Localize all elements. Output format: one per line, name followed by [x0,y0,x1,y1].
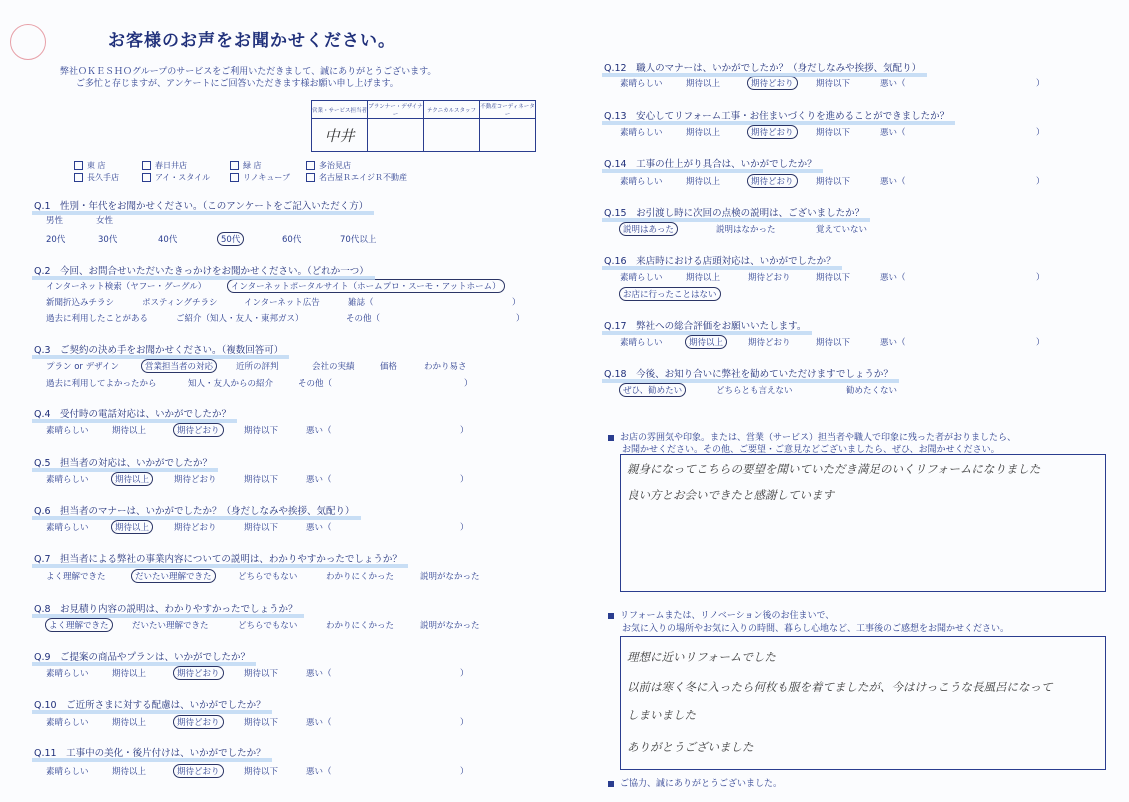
answer-option-selected[interactable]: お店に行ったことはない [620,288,720,300]
answer-option[interactable]: 素晴らしい [620,79,663,89]
answer-option[interactable]: 期待以下 [816,177,851,187]
question-label: Q.12 職人のマナーは、いかがでしたか？（身だしなみや挨拶、気配り） [604,63,922,74]
page-title: お客様のお声をお聞かせください。 [108,31,396,51]
store-option[interactable] [230,172,290,183]
answer-option: ） [1036,79,1045,89]
checkbox-icon[interactable] [230,173,239,182]
question-text [34,551,402,565]
answer-option[interactable]: 会社の実績 [312,362,355,372]
free1-label-2: お聞かせください。その他、ご要望・ご意見などございましたら、ぜひ、お聞かせください。 [622,445,1000,455]
answer-option[interactable]: 期待以上 [112,767,147,777]
question-text [34,263,369,277]
comment1-line-1: 親身になってこちらの要望を聞いていただき満足のいくリフォームになりました [627,462,1041,476]
answer-option[interactable]: 期待以下 [244,426,279,436]
question-text [34,601,298,615]
answer-option[interactable]: 女性 [96,216,114,226]
answer-option[interactable]: 期待以上 [112,718,147,728]
store-option[interactable] [74,172,119,183]
answer-option[interactable]: 悪い（ [880,177,906,187]
question-label: Q.17 弊社への総合評価をお願いいたします。 [604,321,807,332]
answer-option[interactable]: 素晴らしい [46,426,89,436]
checkbox-icon[interactable] [230,161,239,170]
answer-option[interactable]: 男性 [46,216,64,226]
answer-option[interactable]: 雑誌（ [348,298,374,308]
answer-option[interactable]: 30代 [98,235,118,245]
answer-option-selected[interactable]: よく理解できた [46,619,112,631]
footer-thanks [608,776,782,789]
answer-option[interactable]: 40代 [158,235,178,245]
question-text [604,108,949,122]
answer-option[interactable]: 期待以上 [686,79,721,89]
free2-label-2: お気に入りの場所やお気に入りの時間、暮らし心地など、工事後のご感想をお聞かせください。 [622,624,1010,634]
comment-box-1[interactable] [620,454,1106,592]
staff-header: プランナー・デザイナー [368,101,424,119]
store-option[interactable] [142,172,210,183]
answer-option[interactable]: 期待以下 [244,669,279,679]
answer-option[interactable]: プラン or デザイン [46,362,120,372]
stamp-seal [10,24,46,60]
question-text [34,342,283,356]
answer-option[interactable]: 期待以上 [686,273,721,283]
comment1-line-2: 良い方とお会いできたと感謝しています [627,488,834,502]
answer-option-selected[interactable]: 期待どおり [174,765,223,777]
answer-option[interactable]: 説明がなかった [420,621,480,631]
answer-option-selected[interactable]: 期待どおり [748,126,797,138]
store-label: 名古屋ＲエイジＲ不動産 [319,173,407,182]
checkbox-icon[interactable] [142,161,151,170]
answer-option[interactable]: 悪い（ [880,338,906,348]
answer-option-selected[interactable]: 期待どおり [174,716,223,728]
answer-option[interactable]: 期待以下 [816,128,851,138]
answer-option[interactable]: 説明がなかった [420,572,480,582]
answer-option[interactable]: 期待以下 [244,475,279,485]
answer-option[interactable]: だいたい理解できた [132,621,209,631]
question-label: Q.5 担当者の対応は、いかがでしたか？ [34,458,213,469]
answer-option[interactable]: どちらとも言えない [716,386,793,396]
answer-option[interactable]: 新聞折込みチラシ [46,298,115,308]
answer-option: ） [1036,128,1045,138]
question-text [604,318,806,332]
store-option[interactable] [230,160,262,171]
question-label: Q.6 担当者のマナーは、いかがでしたか？（身だしなみや挨拶、気配り） [34,506,355,517]
answer-option[interactable]: 素晴らしい [46,718,89,728]
question-label: Q.7 担当者による弊社の事業内容についての説明は、わかりやすかったでしょうか？ [34,554,402,565]
answer-option[interactable]: 20代 [46,235,66,245]
checkbox-icon[interactable] [74,173,83,182]
answer-option[interactable]: 期待どおり [748,273,791,283]
question-label: Q.11 工事中の美化・後片付けは、いかがでしたか？ [34,748,266,759]
answer-option[interactable]: 悪い（ [306,718,332,728]
answer-option[interactable]: 60代 [282,235,302,245]
answer-option[interactable]: どちらでもない [238,572,298,582]
answer-option[interactable]: 期待以下 [816,273,851,283]
question-label: Q.4 受付時の電話対応は、いかがでしたか？ [34,409,232,420]
answer-option: ） [460,767,469,777]
question-label: Q.2 今回、お問合せいただいたきっかけをお聞かせください。（どれか一つ） [34,266,369,277]
bullet-square-icon [608,781,614,787]
question-label: Q.15 お引渡し時に次回の点検の説明は、ございましたか？ [604,208,865,219]
answer-option[interactable]: 期待以下 [244,718,279,728]
checkbox-icon[interactable] [142,173,151,182]
store-label: 多治見店 [319,161,351,170]
answer-option[interactable]: 期待以下 [816,79,851,89]
answer-option-selected[interactable]: 期待以上 [686,336,726,348]
answer-option-selected[interactable]: 期待どおり [174,667,223,679]
question-label: Q.3 ご契約の決め手をお聞かせください。（複数回答可） [34,345,284,356]
question-text [34,745,266,759]
store-label: 春日井店 [155,161,187,170]
question-label: Q.16 来店時における店頭対応は、いかがでしたか？ [604,256,836,267]
question-text [34,503,355,517]
answer-option: ） [460,523,469,533]
answer-option[interactable]: ポスティングチラシ [142,298,218,308]
answer-option[interactable]: 期待以上 [686,128,721,138]
intro-line-2: ご多忙と存じますが、アンケートにご回答いただきます様お願い申し上げます。 [76,79,399,89]
answer-option[interactable]: ご紹介（知人・友人・東邦ガス） [176,314,304,324]
question-text [34,697,266,711]
answer-option[interactable]: 近所の評判 [236,362,279,372]
answer-option[interactable]: 期待以上 [112,669,147,679]
checkbox-icon[interactable] [74,161,83,170]
answer-option[interactable]: 期待以下 [244,767,279,777]
answer-option: ） [512,298,521,308]
answer-option[interactable]: 悪い（ [880,273,906,283]
checkbox-icon[interactable] [306,173,315,182]
answer-option[interactable]: 知人・友人からの紹介 [188,379,274,389]
answer-option[interactable]: 説明はなかった [716,225,776,235]
answer-option: ） [516,314,525,324]
answer-option[interactable]: 勧めたくない [846,386,898,396]
answer-option[interactable]: 期待どおり [174,475,217,485]
answer-option[interactable]: 期待以下 [816,338,851,348]
store-label: リノキューブ [243,173,290,182]
answer-option: ） [1036,338,1045,348]
answer-option[interactable]: わかりにくかった [326,572,395,582]
answer-option-selected[interactable]: インターネットポータルサイト（ホームプロ・スーモ・アットホーム） [228,280,504,292]
answer-option: ） [464,379,473,389]
question-text [604,60,921,74]
answer-option-selected[interactable]: だいたい理解できた [132,570,215,582]
answer-option[interactable]: 過去に利用してよかったから [46,379,157,389]
answer-option[interactable]: 素晴らしい [620,273,663,283]
answer-option: ） [1036,273,1045,283]
store-label: アイ・スタイル [155,173,211,182]
question-text [604,205,864,219]
question-label: Q.18 今後、お知り合いに弊社を勧めていただけますでしょうか？ [604,369,893,380]
store-option[interactable] [306,172,407,183]
answer-option[interactable]: 期待どおり [748,338,791,348]
answer-option[interactable]: 期待以下 [244,523,279,533]
comment-box-2[interactable] [620,636,1106,770]
staff-value[interactable] [480,119,536,152]
answer-option[interactable]: 悪い（ [880,128,906,138]
comment2-line-4: ありがとうございました [627,740,754,754]
answer-option-selected[interactable]: 期待以上 [112,473,152,485]
comment2-line-2: 以前は寒く冬に入ったら何枚も服を着てましたが、今はけっこうな長風呂になって [627,680,1053,694]
free2-label-1 [608,608,834,621]
answer-option[interactable]: 期待どおり [174,523,217,533]
answer-option: ） [460,669,469,679]
question-text [604,156,817,170]
answer-option[interactable]: 素晴らしい [620,338,663,348]
staff-table [311,100,536,152]
store-label: 緑 店 [243,161,262,170]
question-label: Q.1 性別・年代をお聞かせください。（このアンケートをご記入いただく方） [34,201,369,212]
comment2-line-1: 理想に近いリフォームでした [627,650,776,664]
answer-option[interactable]: 過去に利用したことがある [46,314,149,324]
staff-value[interactable] [368,119,424,152]
checkbox-icon[interactable] [306,161,315,170]
answer-option[interactable]: 価格 [380,362,398,372]
question-label: Q.13 安心してリフォーム工事・お住まいづくりを進めることができましたか？ [604,111,950,122]
answer-option-selected[interactable]: 50代 [218,233,243,245]
answer-option: ） [460,426,469,436]
answer-option[interactable]: 悪い（ [306,426,332,436]
answer-option[interactable]: 素晴らしい [620,128,663,138]
answer-option[interactable]: 悪い（ [306,767,332,777]
answer-option[interactable]: 悪い（ [306,475,332,485]
bullet-square-icon [608,435,614,441]
answer-option-selected[interactable]: 説明はあった [620,223,677,235]
answer-option[interactable]: 70代以上 [340,235,377,245]
answer-option: ） [460,718,469,728]
answer-option[interactable]: インターネット検索（ヤフー・グーグル） [46,282,207,292]
answer-option-selected[interactable]: 期待以上 [112,521,152,533]
answer-option[interactable]: 素晴らしい [46,767,89,777]
answer-option[interactable]: 期待以上 [686,177,721,187]
question-text [34,455,212,469]
question-text [34,649,250,663]
answer-option[interactable]: その他（ [346,314,381,324]
store-option[interactable] [142,160,187,171]
answer-option[interactable]: 素晴らしい [46,523,89,533]
answer-option-selected[interactable]: ぜひ、勧めたい [620,384,685,396]
staff-header: テクニカルスタッフ [424,101,480,119]
store-label: 東 店 [87,161,106,170]
question-label: Q.9 ご提案の商品やプランは、いかがでしたか？ [34,652,251,663]
question-text [604,366,893,380]
answer-option[interactable]: 覚えていない [816,225,868,235]
comment2-line-3: しまいました [627,708,696,722]
staff-value[interactable]: 中井 [312,119,368,152]
answer-option: ） [1036,177,1045,187]
answer-option-selected[interactable]: 期待どおり [748,175,797,187]
question-text [34,406,231,420]
answer-option[interactable]: その他（ [298,379,333,389]
free1-label-text: お店の雰囲気や印象。または、営業（サービス）担当者や職人で印象に残った者がおりましたら、 [620,433,1017,443]
staff-header: 営業・サービス担当者 [312,101,368,119]
answer-option[interactable]: 悪い（ [880,79,906,89]
store-label: 長久手店 [87,173,119,182]
question-label: Q.8 お見積り内容の説明は、わかりやすかったでしょうか？ [34,604,298,615]
answer-option: ） [460,475,469,485]
answer-option[interactable]: 素晴らしい [620,177,663,187]
store-option[interactable] [74,160,106,171]
question-text [34,198,368,212]
answer-option-selected[interactable]: 期待どおり [174,424,223,436]
bullet-square-icon [608,613,614,619]
answer-option-selected[interactable]: 期待どおり [748,77,797,89]
question-label: Q.14 工事の仕上がり具合は、いかがでしたか？ [604,159,817,170]
answer-option[interactable]: 素晴らしい [46,669,89,679]
answer-option[interactable]: よく理解できた [46,572,106,582]
answer-option[interactable]: インターネット広告 [244,298,320,308]
free2-label-text: リフォームまたは、リノベーション後のお住まいで、 [620,611,835,621]
question-text [604,253,836,267]
staff-header: 不動産コーディネーター [480,101,536,119]
answer-option[interactable]: 悪い（ [306,523,332,533]
footer-text: ご協力、誠にありがとうございました。 [620,779,783,789]
question-label: Q.10 ご近所さまに対する配慮は、いかがでしたか？ [34,700,266,711]
staff-value[interactable] [424,119,480,152]
answer-option[interactable]: わかりにくかった [326,621,395,631]
intro-line-1: 弊社ＯＫＥＳＨＯグループのサービスをご利用いただきまして、誠にありがとうございます。 [60,67,437,77]
answer-option[interactable]: わかり易さ [424,362,467,372]
store-option[interactable] [306,160,351,171]
answer-option[interactable]: どちらでもない [238,621,298,631]
answer-option-selected[interactable]: 営業担当者の対応 [142,360,216,372]
answer-option[interactable]: 期待以上 [112,426,147,436]
answer-option[interactable]: 素晴らしい [46,475,89,485]
answer-option[interactable]: 悪い（ [306,669,332,679]
